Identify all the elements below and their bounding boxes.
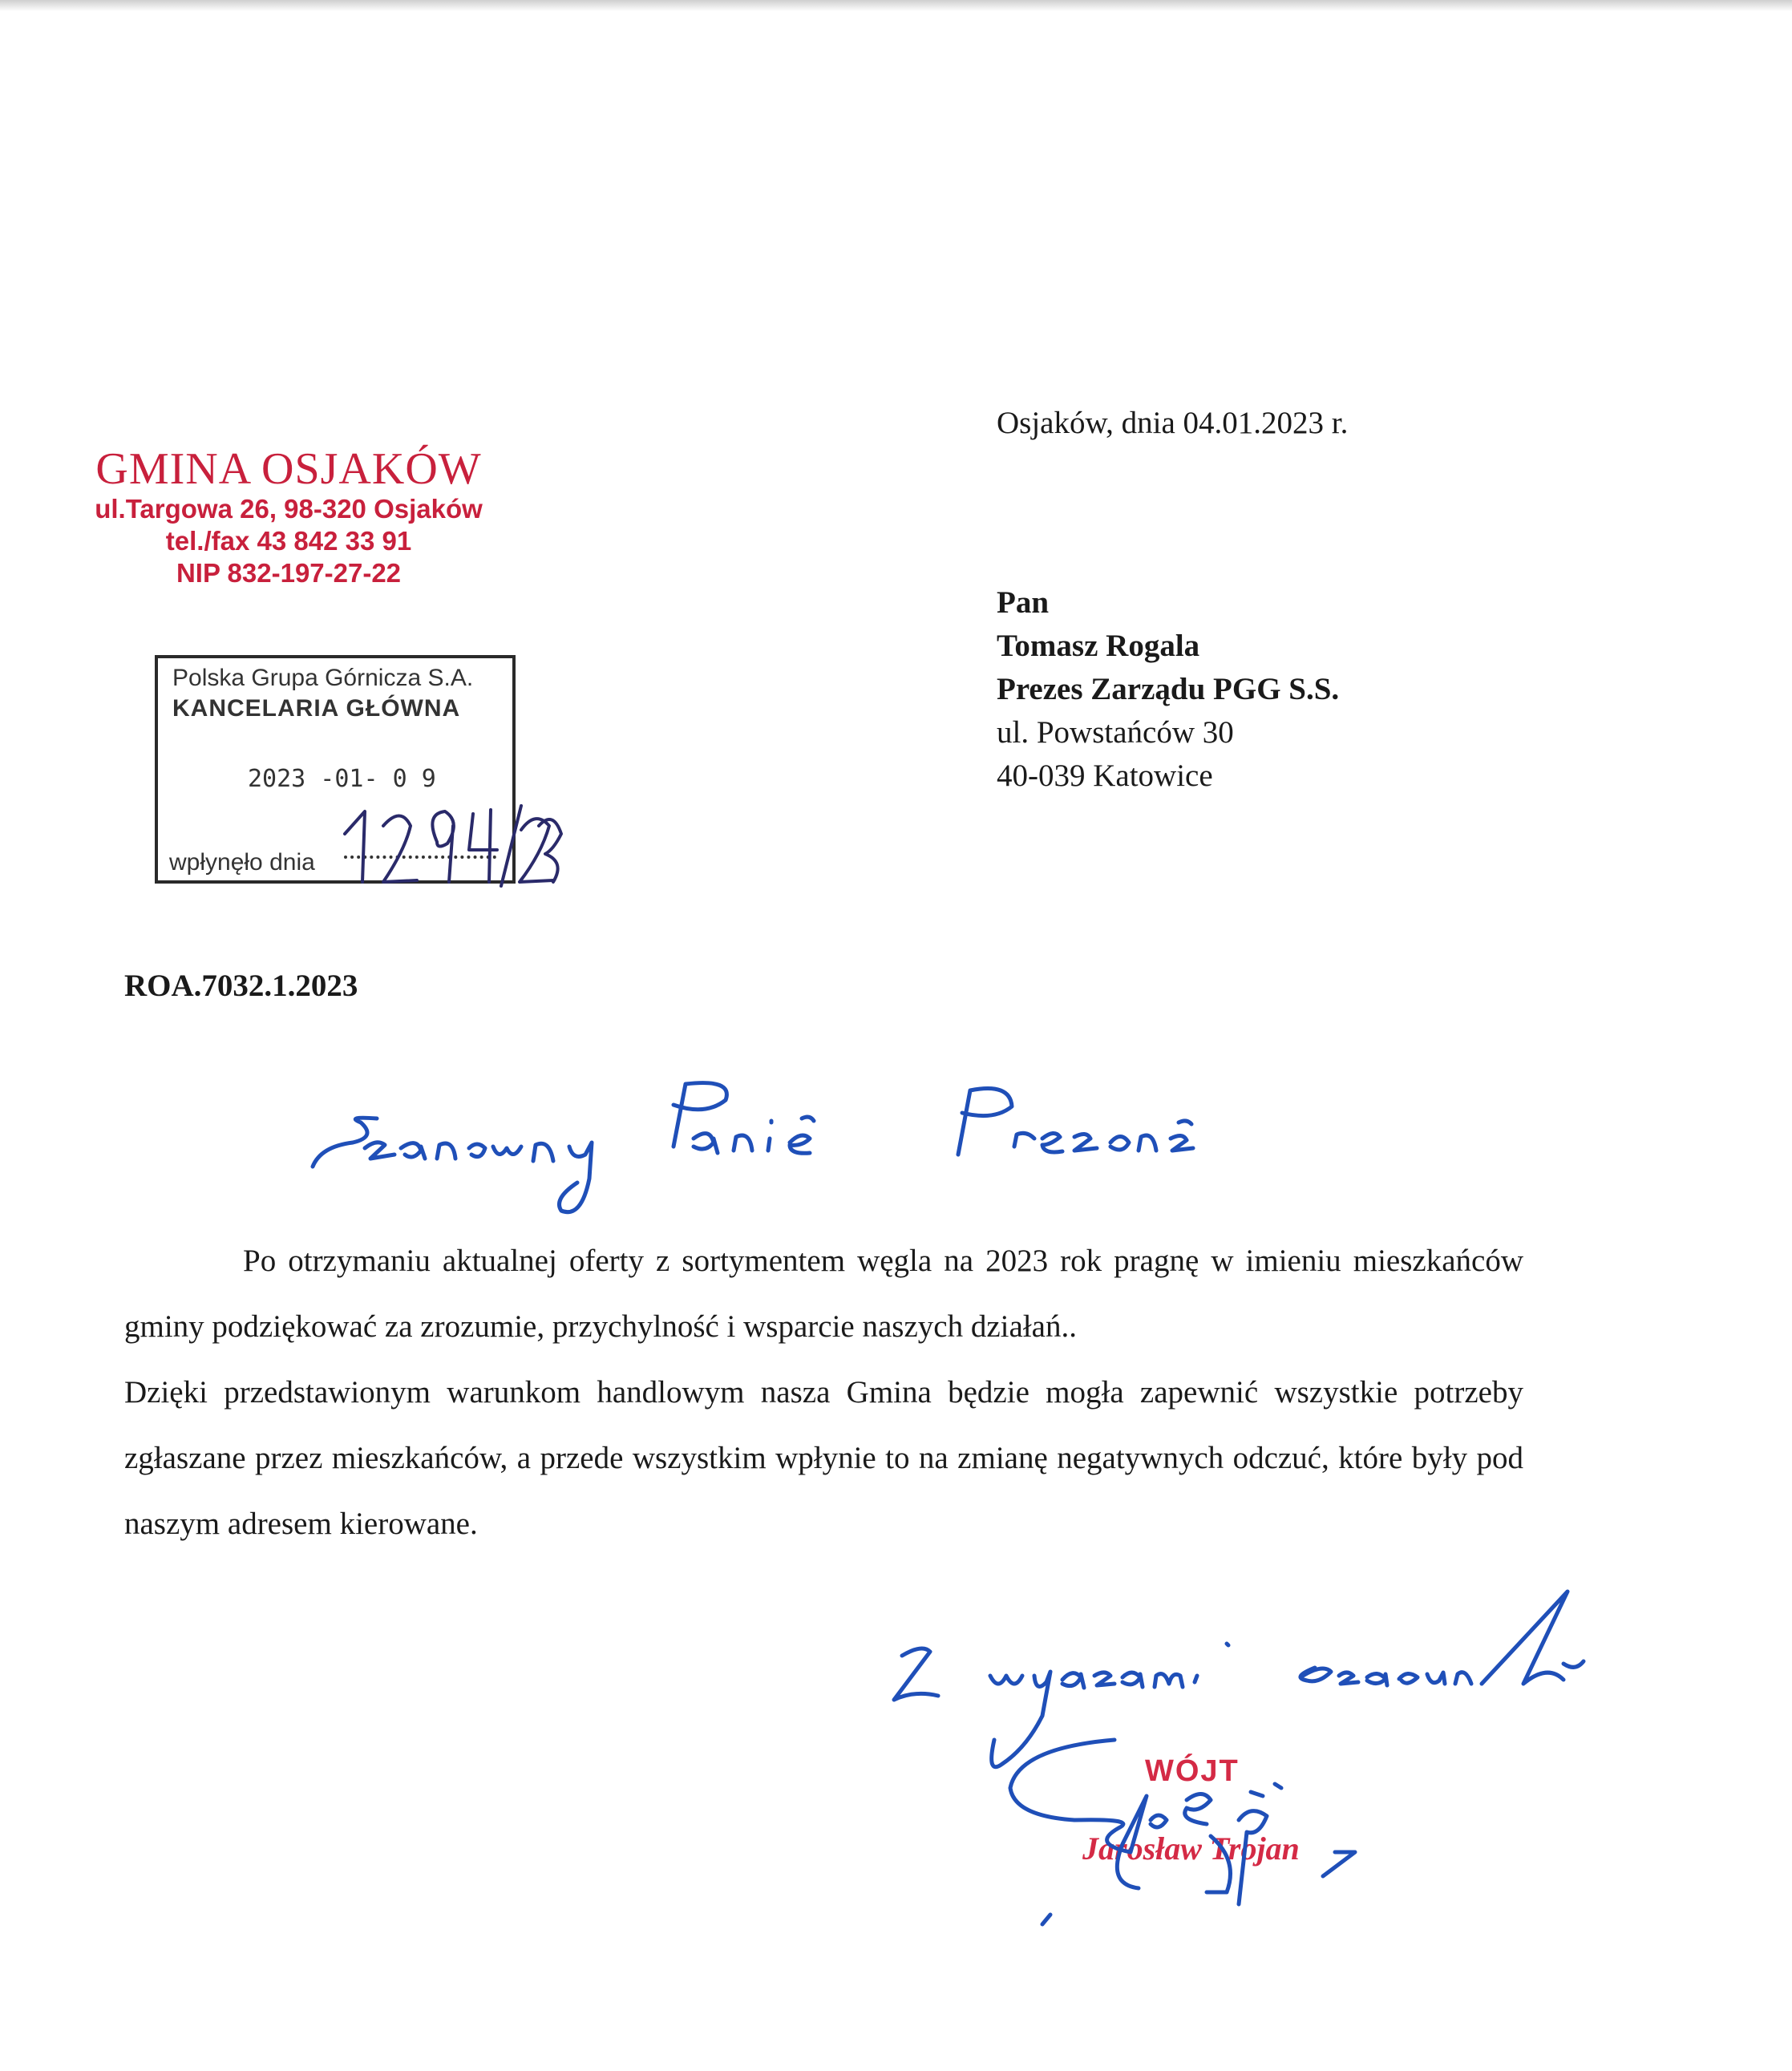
recipient-street: ul. Powstańców 30 — [997, 715, 1234, 750]
receipt-office: KANCELARIA GŁÓWNA — [172, 695, 461, 722]
signature-name: Jarosław Trojan — [1082, 1830, 1300, 1867]
receipt-label: wpłynęło dnia — [169, 849, 315, 876]
handwritten-signature — [1010, 1740, 1355, 1924]
recipient-name: Tomasz Rogala — [997, 629, 1200, 663]
signature-title: WÓJT — [1145, 1754, 1240, 1788]
municipality-phone: tel./fax 43 842 33 91 — [165, 526, 412, 556]
handwritten-closing — [894, 1592, 1584, 1767]
receipt-company: Polska Grupa Górnicza S.A. — [172, 665, 474, 691]
recipient-city: 40-039 Katowice — [997, 758, 1213, 793]
handwritten-greeting — [313, 1083, 1193, 1212]
body-paragraph: Po otrzymaniu aktualnej oferty z sortymentem węgla na 2023 rok pragnę w imieniu mieszkańców gminy podziękować za zrozumie, przychylność i wsparcie naszych działań.. — [124, 1244, 1523, 1344]
reference-number: ROA.7032.1.2023 — [124, 969, 358, 1003]
receipt-date: 2023 -01- 0 9 — [248, 765, 436, 793]
letter-date: Osjaków, dnia 04.01.2023 r. — [997, 406, 1349, 440]
recipient-title: Prezes Zarządu PGG S.S. — [997, 672, 1340, 706]
body-paragraph: Dzięki przedstawionym warunkom handlowym nasza Gmina będzie mogła zapewnić wszystkie potrzeby zgłaszane przez mieszkańców, a przede wszystkim wpłynie to na zmianę negatywnych odczuć, które były pod naszym adresem kierowane. — [124, 1375, 1523, 1541]
municipality-name: GMINA OSJAKÓW — [95, 444, 482, 494]
recipient-salutation: Pan — [997, 585, 1050, 620]
municipality-address: ul.Targowa 26, 98-320 Osjaków — [95, 494, 483, 524]
municipality-nip: NIP 832-197-27-22 — [176, 558, 402, 588]
handwritten-receipt-number — [345, 806, 561, 886]
